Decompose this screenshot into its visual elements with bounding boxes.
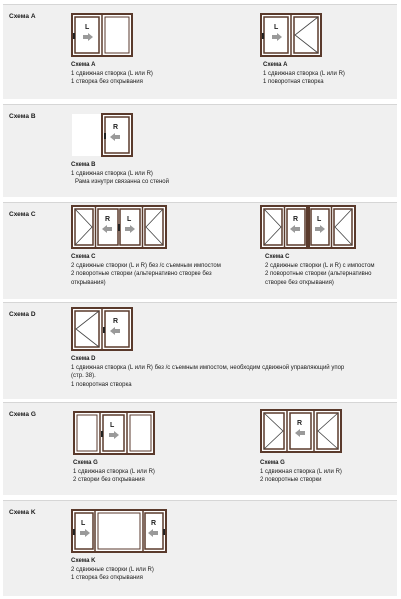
arrow-left-icon: [300, 431, 305, 435]
scheme-a-left-diagram: [71, 13, 133, 57]
caption-line: 2 сдвижные створки (L и R) без /с съемным импостом: [71, 262, 221, 269]
turn-sash: [145, 209, 163, 245]
scheme-a-right-caption: [263, 61, 345, 87]
sash-label-r: R: [297, 420, 303, 427]
scheme-d-caption: [71, 355, 344, 389]
section-scheme-g: [3, 402, 397, 495]
caption-line: 2 сдвижные створки (L и R) с импостом: [265, 262, 375, 269]
caption-name: Схема A: [71, 62, 96, 68]
arrow-right-icon: [315, 227, 320, 231]
caption-line: 1 поворотная створка: [263, 79, 324, 86]
scheme-g-left-caption: [73, 459, 155, 485]
arrow-left-icon: [107, 227, 112, 231]
fixed-pane: [105, 17, 129, 53]
sash-label-l: L: [85, 24, 90, 31]
scheme-b-caption: [71, 161, 169, 187]
caption-name: Схема K: [71, 558, 96, 564]
section-scheme-a: [3, 4, 397, 99]
scheme-c-right-diagram: [260, 205, 356, 249]
sash-label-r: R: [105, 216, 111, 223]
handle-icon: [103, 327, 105, 333]
arrow-right-icon: [83, 35, 88, 39]
caption-line: 1 сдвижная створка (L или R): [71, 70, 153, 77]
caption-line: 2 поворотные створки: [260, 477, 322, 484]
caption-line: 1 сдвижная створка (L или R): [263, 70, 345, 77]
caption-line: (стр. 38).: [71, 373, 96, 380]
fixed-pane: [130, 415, 151, 451]
handle-icon: [118, 224, 120, 231]
turn-sash: [75, 209, 93, 245]
scheme-c-right-caption: [265, 253, 375, 287]
caption-line: 1 створка без открывания: [71, 79, 143, 86]
section-scheme-k: [3, 500, 397, 596]
section-title: Схема G: [9, 411, 36, 418]
scheme-a-right-diagram: [260, 13, 322, 57]
section-title: Схема D: [9, 311, 36, 318]
arrow-right-icon: [80, 531, 85, 535]
caption-line: 1 створка без открывания: [71, 575, 143, 582]
handle-icon: [73, 33, 75, 39]
caption-name: Схема A: [263, 62, 288, 68]
section-title: Схема A: [9, 13, 36, 20]
mullion: [306, 206, 310, 248]
caption-line: 1 поворотная створка: [71, 381, 132, 388]
caption-line: 1 сдвижная створка (L или R): [73, 468, 155, 475]
caption-name: Схема C: [71, 254, 96, 260]
scheme-g-right-diagram: [260, 409, 342, 453]
caption-line: Рама изнутри связанна со стеной: [75, 179, 169, 186]
sash-label-l: L: [274, 24, 279, 31]
section-title: Схема B: [9, 113, 36, 120]
handle-icon: [101, 431, 103, 437]
sash-label-l: L: [317, 216, 322, 223]
arrow-left-icon: [153, 531, 158, 535]
caption-name: Схема G: [73, 460, 98, 466]
sash-label-l: L: [110, 422, 115, 429]
section-title: Схема C: [9, 211, 36, 218]
scheme-k-caption: [71, 557, 154, 583]
fixed-pane: [77, 415, 97, 451]
scheme-k-diagram: [71, 509, 167, 553]
caption-line: открывания): [71, 279, 106, 286]
arrow-left-icon: [115, 329, 120, 333]
sash-label-r: R: [293, 216, 299, 223]
handle-icon: [163, 529, 165, 535]
scheme-c-left-diagram: [71, 205, 167, 249]
caption-name: Схема B: [71, 162, 96, 168]
section-scheme-b: [3, 104, 397, 197]
caption-line: 2 створки без открывания: [73, 477, 145, 484]
sash-label-r: R: [113, 318, 119, 325]
scheme-g-left-diagram: [73, 411, 155, 455]
section-scheme-d: [3, 302, 397, 399]
scheme-a-left-caption: [71, 61, 153, 87]
sash-label-l: L: [127, 216, 132, 223]
caption-line: 1 сдвижная створка (L или R) без /с съемным импостом, необходим сдвижной управляющий упор: [71, 364, 345, 371]
turn-sash: [317, 413, 338, 449]
turn-sash: [264, 413, 284, 449]
caption-name: Схема C: [265, 254, 290, 260]
sash-label-l: L: [81, 520, 86, 527]
caption-name: Схема G: [260, 460, 285, 466]
handle-icon: [262, 33, 264, 39]
section-title: Схема K: [9, 509, 36, 516]
handle-icon: [104, 133, 106, 139]
section-scheme-c: [3, 202, 397, 299]
arrow-right-icon: [272, 35, 277, 39]
turn-sash: [75, 311, 99, 347]
scheme-g-right-caption: [260, 459, 342, 485]
turn-sash: [294, 17, 318, 53]
handle-icon: [73, 529, 75, 535]
scheme-d-diagram: [71, 307, 133, 351]
caption-line: 2 поворотные створки (альтернативно створке без: [71, 271, 212, 278]
caption-line: створке без открывания): [265, 279, 334, 286]
fixed-pane: [98, 513, 140, 549]
caption-line: 2 поворотные створки (альтернативно: [265, 271, 372, 278]
caption-line: 2 сдвижные створки (L или R): [71, 566, 154, 573]
sash-label-r: R: [113, 124, 119, 131]
caption-line: 1 сдвижная створка (L или R): [71, 170, 153, 177]
arrow-right-icon: [125, 227, 130, 231]
arrow-right-icon: [109, 433, 114, 437]
turn-sash: [264, 209, 282, 245]
caption-name: Схема D: [71, 356, 96, 362]
scheme-b-diagram: [71, 113, 133, 157]
caption-line: 1 сдвижная створка (L или R): [260, 468, 342, 475]
sash-label-r: R: [151, 520, 157, 527]
arrow-left-icon: [295, 227, 300, 231]
turn-sash: [334, 209, 352, 245]
arrow-left-icon: [115, 135, 120, 139]
scheme-c-left-caption: [71, 253, 221, 287]
